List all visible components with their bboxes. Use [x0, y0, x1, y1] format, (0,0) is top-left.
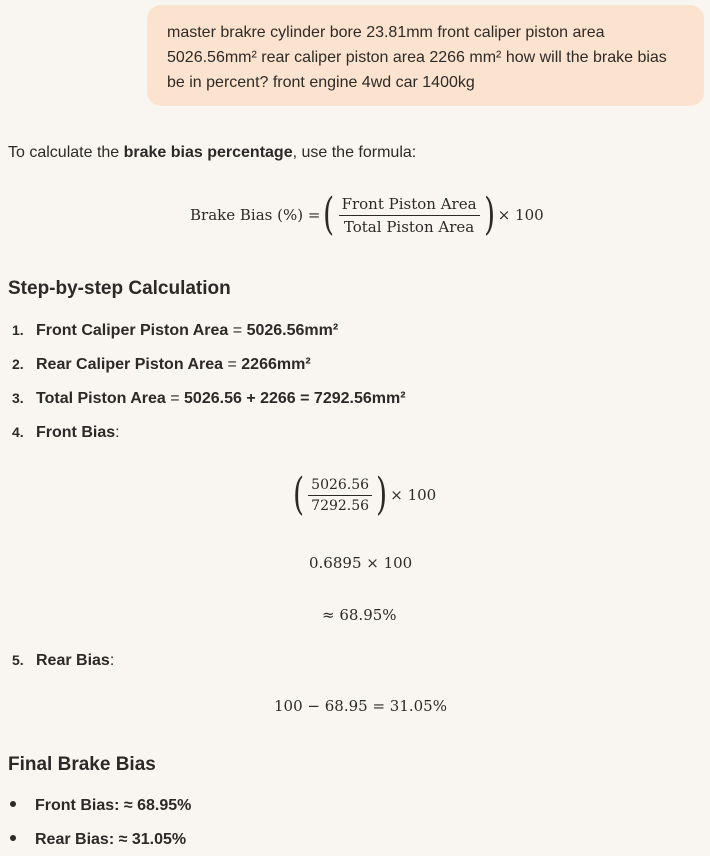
- step-suffix: :: [115, 424, 120, 441]
- user-message-text: master brakre cylinder bore 23.81mm front caliper piston area 5026.56mm² rear caliper piston area 2266 mm² how will the brake bias be in percent? front engine 4wd car 1400kg: [167, 24, 667, 91]
- section-title-final: Final Brake Bias: [8, 754, 156, 775]
- front-numerator: 5026.56: [308, 477, 372, 496]
- front-denominator: 7292.56: [311, 497, 370, 514]
- right-paren: ): [483, 189, 495, 240]
- front-bias-result: [322, 606, 397, 624]
- bullet-dot: [10, 835, 16, 841]
- final-front-text: Front Bias: ≈ 68.95%: [35, 797, 192, 814]
- step-suffix: :: [109, 652, 115, 669]
- step-value: 5026.56 + 2266 = 7292.56mm²: [184, 390, 406, 407]
- step-number: 4.: [12, 424, 24, 440]
- step-number: 1.: [12, 322, 24, 338]
- front-step2-text: 0.6895 × 100: [309, 554, 413, 572]
- step-eq: =: [165, 390, 185, 407]
- final-rear-text: Rear Bias: ≈ 31.05%: [35, 831, 187, 848]
- front-result-text: ≈ 68.95%: [322, 606, 397, 624]
- step-eq: =: [223, 356, 242, 373]
- step-number: 3.: [12, 390, 24, 406]
- section-title-steps: Step-by-step Calculation: [8, 278, 231, 299]
- step-item: [12, 353, 311, 376]
- rear-bias-calc: [274, 697, 447, 715]
- formula-fraction: [339, 195, 480, 236]
- step-label: Rear Bias: [36, 652, 110, 669]
- formula-numerator: Front Piston Area: [339, 195, 480, 216]
- brake-bias-formula: [190, 188, 544, 242]
- step-item: [12, 421, 120, 444]
- user-message-bubble: [147, 5, 704, 106]
- front-fraction: [308, 477, 372, 514]
- intro-paragraph: [8, 142, 416, 164]
- step-number: 5.: [12, 652, 24, 668]
- left-paren: (: [323, 189, 335, 240]
- step-item: [12, 387, 406, 410]
- front-bias-step2: [309, 554, 412, 572]
- step-label: Front Caliper Piston Area: [36, 322, 229, 339]
- formula-lhs: Brake Bias (%) =: [190, 206, 321, 224]
- front-bias-fraction: [290, 468, 436, 522]
- step-label: Rear Caliper Piston Area: [36, 356, 224, 373]
- final-bullet-item: [10, 795, 191, 817]
- step-value: 2266mm²: [241, 356, 311, 373]
- left-paren: (: [293, 469, 305, 520]
- intro-bold: brake bias percentage: [123, 144, 293, 161]
- step-value: 5026.56mm²: [246, 322, 339, 339]
- final-bullet-item: [10, 829, 186, 851]
- step-label: Total Piston Area: [36, 390, 166, 407]
- bullet-dot: [10, 801, 16, 807]
- intro-suffix: , use the formula:: [292, 144, 417, 161]
- formula-multiplier: × 100: [497, 206, 544, 224]
- step-label: Front Bias: [36, 424, 116, 441]
- rear-calc-text: 100 − 68.95 = 31.05%: [274, 697, 447, 715]
- intro-prefix: To calculate the: [8, 144, 124, 161]
- formula-denominator: Total Piston Area: [343, 217, 475, 236]
- right-paren: ): [376, 469, 388, 520]
- step-eq: =: [228, 322, 247, 339]
- step-number: 2.: [12, 356, 24, 372]
- step-item: [12, 649, 114, 672]
- step-item: [12, 319, 338, 342]
- front-multiplier: × 100: [390, 486, 437, 504]
